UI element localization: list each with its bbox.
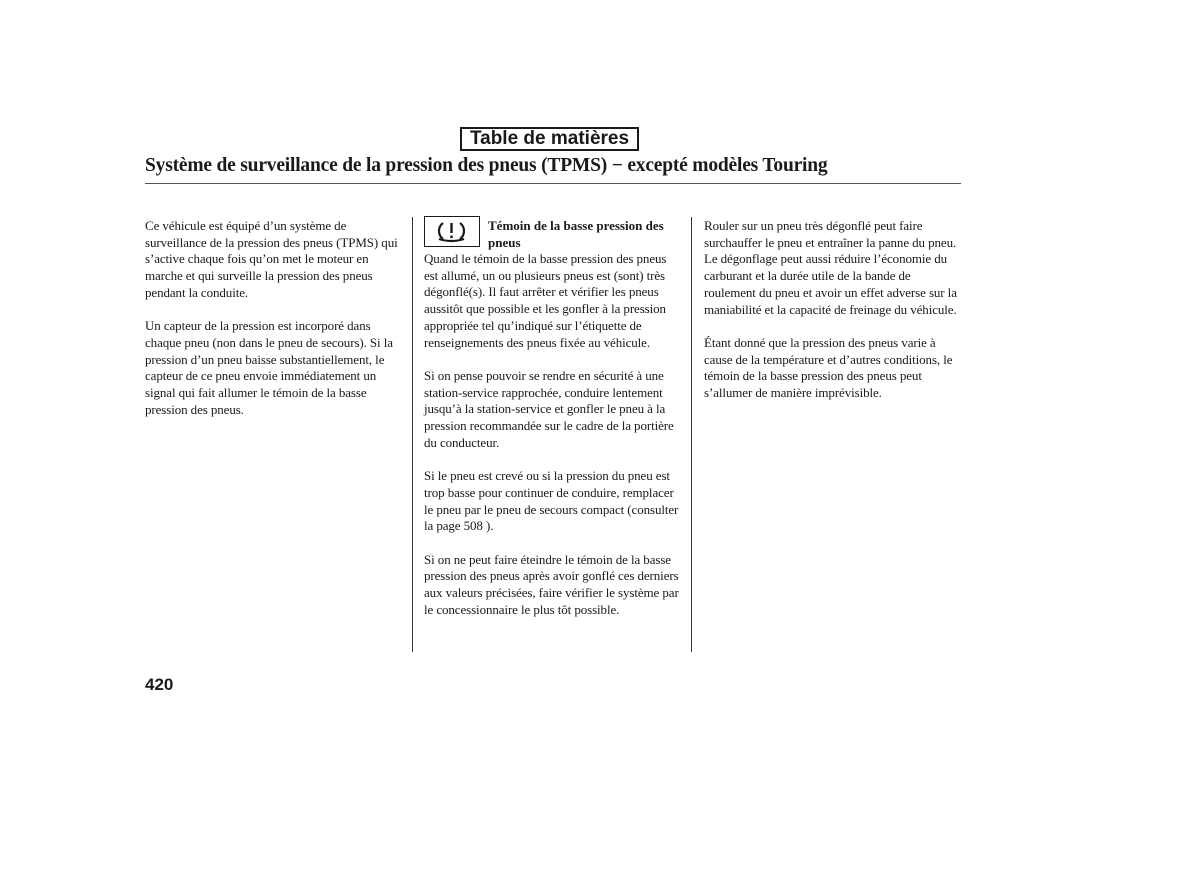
page-title: Système de surveillance de la pression des pneus (TPMS) − excepté modèles Touring xyxy=(145,155,828,176)
paragraph: Si on ne peut faire éteindre le témoin de la basse pression des pneus après avoir gonflé ces derniers aux valeurs précisées, faire vérifier le système par le concessionnaire le plus tôt possible. xyxy=(424,551,679,617)
column-indicator xyxy=(424,251,682,635)
paragraph: Ce véhicule est équipé d’un système de surveillance de la pression des pneus (TPMS) qui s’active chaque fois qu’on met le moteur en marche et qui surveille la pression des pneus pendant la conduite. xyxy=(145,218,398,300)
paragraph: Si le pneu est crevé ou si la pression du pneu est trop basse pour continuer de conduire, remplacer le pneu par le pneu de secours compact (consulter la page 508 ). xyxy=(424,468,679,534)
table-of-contents-button[interactable]: Table de matières xyxy=(460,127,639,151)
page-number: 420 xyxy=(145,675,174,694)
paragraph: Étant donné que la pression des pneus varie à cause de la température et d’autres conditions, le témoin de la basse pression des pneus peut s’allumer de manière imprévisible. xyxy=(704,334,953,401)
column-divider xyxy=(412,217,413,652)
title-divider xyxy=(145,183,961,184)
indicator-heading: Témoin de la basse pression des pneus xyxy=(488,218,664,250)
column-warning xyxy=(704,218,964,418)
column-divider xyxy=(691,217,692,652)
column-intro xyxy=(145,218,403,435)
paragraph: Un capteur de la pression est incorporé dans chaque pneu (non dans le pneu de secours). Si la pression d’un pneu baisse substantiellement, le capteur de ce pneu envoie immédiatement un signal qui fait allumer le témoin de la basse pression des pneus. xyxy=(145,318,393,417)
paragraph: Quand le témoin de la basse pression des pneus est allumé, un ou plusieurs pneus est (sont) très dégonflé(s). Il faut arrêter et vérifier les pneus aussitôt que possible et les gonfler à la pression appropriée tel qu’indiqué sur l’étiquette de renseignements des pneus fixée au véhicule. xyxy=(424,251,667,350)
paragraph: Rouler sur un pneu très dégonflé peut faire surchauffer le pneu et entraîner la panne du pneu. Le dégonflage peut aussi réduire l’économie du carburant et la durée utile de la bande de roulement du pneu et avoir un effet adverse sur la maniabilité et la capacité de freinage du véhicule. xyxy=(704,218,957,317)
paragraph: Si on pense pouvoir se rendre en sécurité à une station-service rapprochée, conduire lentement jusqu’à la station-service et gonfler le pneu à la pression recommandée sur le cadre de la portière du conducteur. xyxy=(424,367,674,450)
low-tire-pressure-icon xyxy=(424,216,480,247)
